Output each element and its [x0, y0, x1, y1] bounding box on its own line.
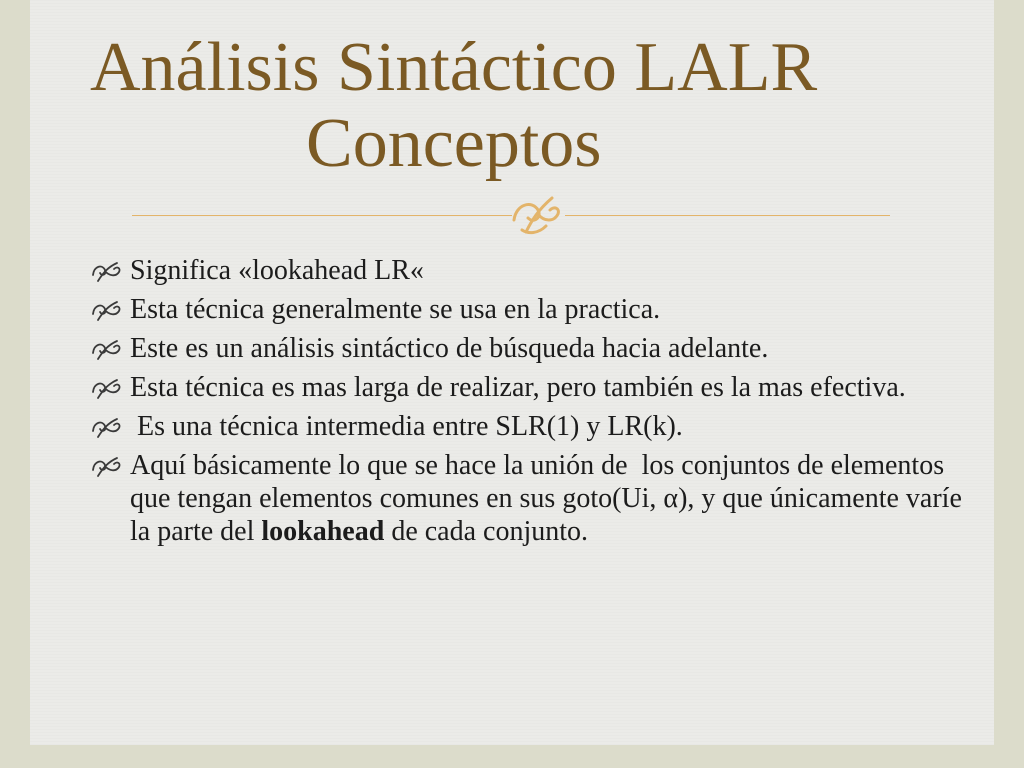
bullet-text: Significa «lookahead LR«: [130, 255, 424, 286]
scroll-swirl-icon: [90, 377, 124, 399]
bullet-text-after: de cada conjunto.: [384, 516, 589, 547]
slide: [30, 0, 994, 745]
ornament-flourish-icon: [508, 190, 564, 238]
bullet-item-2: [90, 293, 970, 326]
bullet-text-before: Aquí básicamente lo que se hace la unión de los conjuntos de elementos que tengan elementos comunes en sus goto(Ui, α), y que únicamente varíe la parte del: [130, 450, 969, 547]
bullet-item-3: [90, 332, 970, 365]
title-line-2: Conceptos: [306, 104, 602, 182]
title-line-1: Análisis Sintáctico LALR: [90, 29, 818, 106]
title-divider-right: [565, 215, 890, 216]
scroll-swirl-icon: [90, 260, 124, 282]
title-divider-left: [132, 215, 512, 216]
bullet-text-bold: lookahead: [261, 516, 385, 547]
scroll-swirl-icon: [90, 338, 124, 360]
bullet-list: [90, 254, 970, 554]
bullet-item-1: [90, 254, 970, 287]
scroll-swirl-icon: [90, 299, 124, 321]
bullet-text: Esta técnica generalmente se usa en la practica.: [130, 294, 661, 325]
scroll-swirl-icon: [90, 416, 124, 438]
slide-title: [90, 30, 970, 181]
bullet-item-6: [90, 449, 970, 548]
bullet-item-4: [90, 371, 970, 404]
bullet-text: Esta técnica es mas larga de realizar, pero también es la mas efectiva.: [130, 372, 906, 403]
bullet-item-5: [90, 410, 970, 443]
scroll-swirl-icon: [90, 455, 124, 477]
bullet-text: Este es un análisis sintáctico de búsqueda hacia adelante.: [130, 333, 769, 364]
bullet-text: Es una técnica intermedia entre SLR(1) y LR(k).: [130, 411, 683, 442]
